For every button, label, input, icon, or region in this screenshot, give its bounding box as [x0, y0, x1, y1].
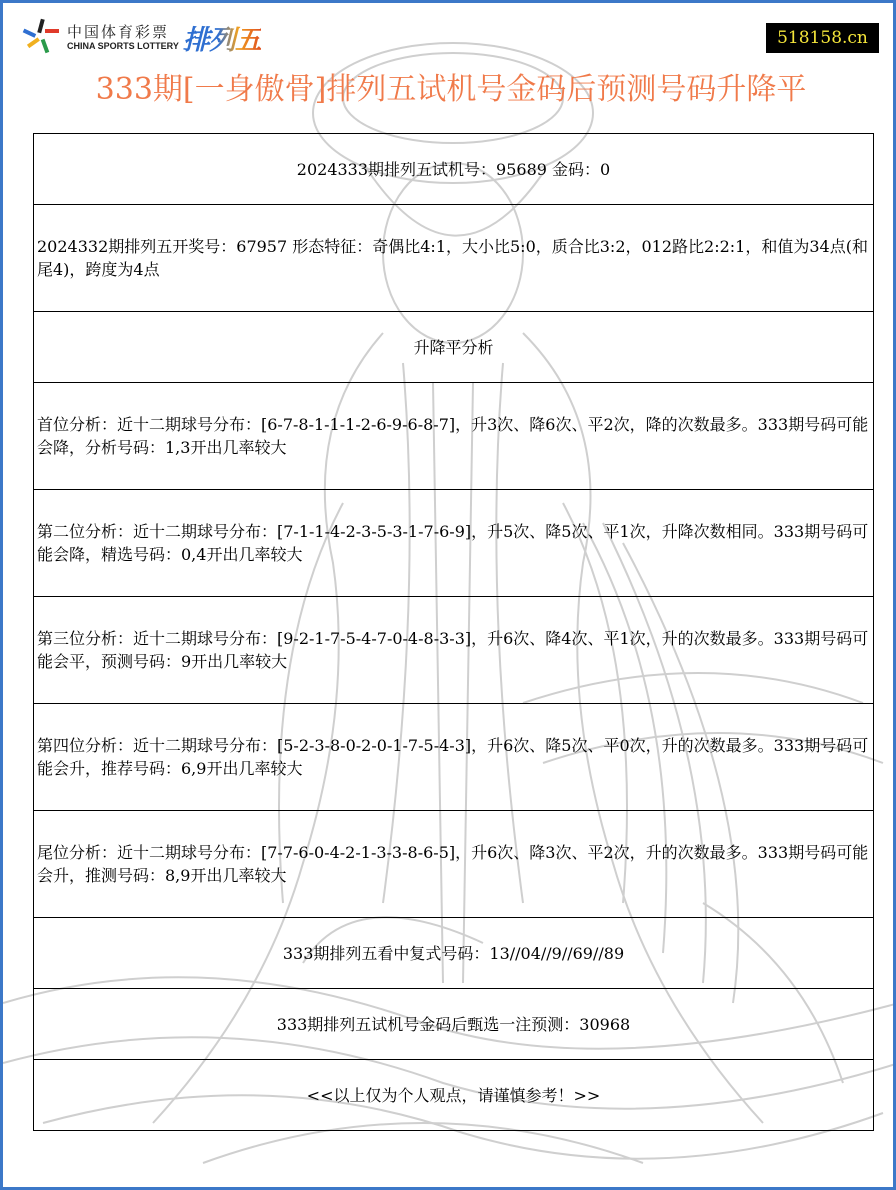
- compound-numbers-cell: 333期排列五看中复式号码：13//04//9//69//89: [34, 918, 874, 989]
- first-position-analysis: 首位分析：近十二期球号分布：[6-7-8-1-1-1-2-6-9-6-8-7]，升3次、降6次、平2次，降的次数最多。333期号码可能会降，分析号码：1,3开出几率较大: [34, 383, 874, 490]
- table-row: [34, 597, 874, 704]
- lottery-logo-icon: [21, 17, 61, 57]
- site-badge[interactable]: 518158.cn: [766, 23, 879, 53]
- table-row: [34, 205, 874, 312]
- header: [3, 3, 896, 63]
- table-row: [34, 918, 874, 989]
- logo-brand: 排列五: [183, 18, 261, 57]
- table-row: [34, 490, 874, 597]
- logo-name-en: CHINA SPORTS LOTTERY: [67, 40, 179, 51]
- table-row: [34, 989, 874, 1060]
- third-position-analysis: 第三位分析：近十二期球号分布：[9-2-1-7-5-4-7-0-4-8-3-3]，升6次、降4次、平1次，升的次数最多。333期号码可能会平，预测号码：9开出几率较大: [34, 597, 874, 704]
- table-row: [34, 312, 874, 383]
- single-prediction-cell: 333期排列五试机号金码后甄选一注预测：30968: [34, 989, 874, 1060]
- table-row: [34, 134, 874, 205]
- second-position-analysis: 第二位分析：近十二期球号分布：[7-1-1-4-2-3-5-3-1-7-6-9]，升5次、降5次、平1次，升降次数相同。333期号码可能会降，精选号码：0,4开出几率较大: [34, 490, 874, 597]
- page-title: 333期[一身傲骨]排列五试机号金码后预测号码升降平: [95, 72, 807, 107]
- section-heading-cell: 升降平分析: [34, 312, 874, 383]
- prediction-table: [33, 133, 874, 1131]
- logo-name-cn: 中国体育彩票: [67, 22, 170, 41]
- trial-number-cell: 2024333期排列五试机号：95689 金码：0: [34, 134, 874, 205]
- table-row: [34, 704, 874, 811]
- china-sports-lottery-logo[interactable]: [21, 17, 261, 57]
- last-draw-cell: 2024332期排列五开奖号：67957 形态特征：奇偶比4:1，大小比5:0，质合比3:2，012路比2:2:1，和值为34点(和尾4)，跨度为4点: [34, 205, 874, 312]
- last-position-analysis: 尾位分析：近十二期球号分布：[7-7-6-0-4-2-1-3-3-8-6-5]，升6次、降3次、平2次，升的次数最多。333期号码可能会升，推测号码：8,9开出几率较大: [34, 811, 874, 918]
- disclaimer-cell: <<以上仅为个人观点，请谨慎参考！>>: [34, 1060, 874, 1131]
- table-row: [34, 383, 874, 490]
- table-row: [34, 811, 874, 918]
- fourth-position-analysis: 第四位分析：近十二期球号分布：[5-2-3-8-0-2-0-1-7-5-4-3]，升6次、降5次、平0次，升的次数最多。333期号码可能会升，推荐号码：6,9开出几率较大: [34, 704, 874, 811]
- table-row: [34, 1060, 874, 1131]
